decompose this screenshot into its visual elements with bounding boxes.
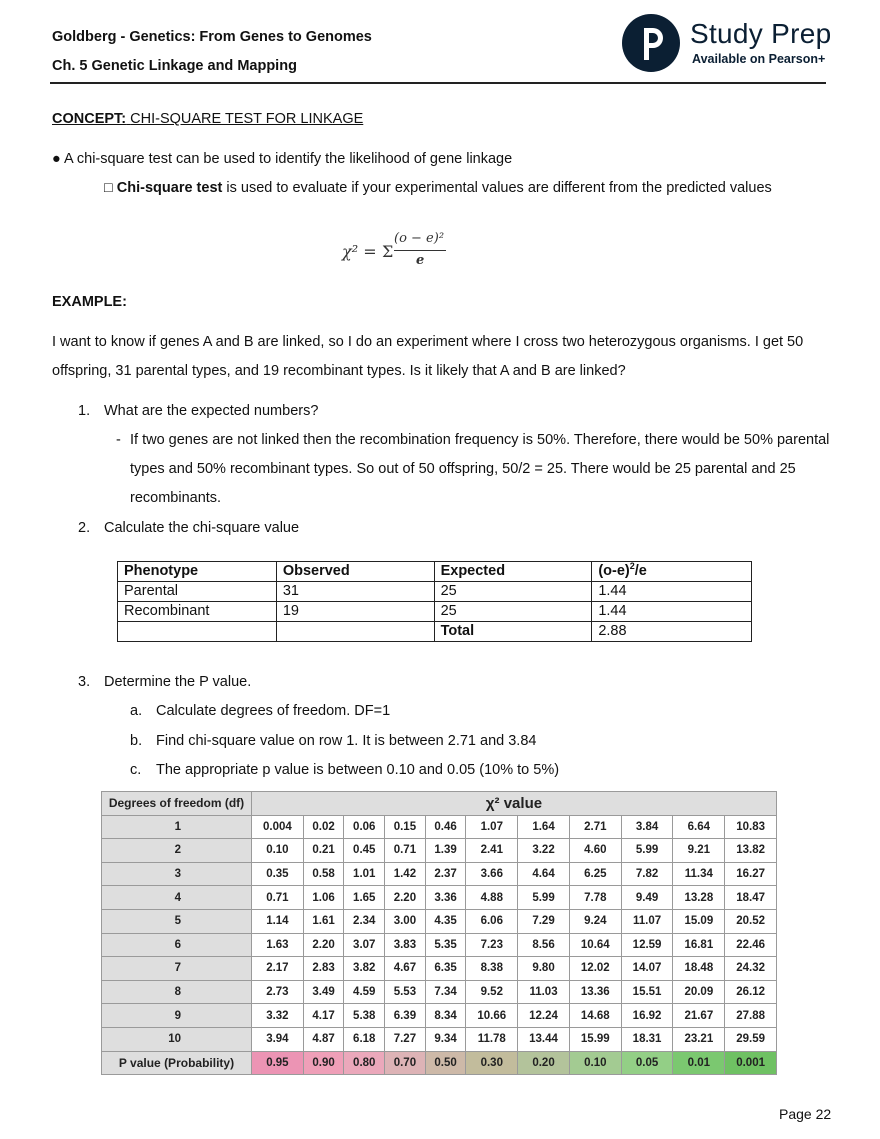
chi-value-cell: 9.49: [621, 886, 673, 910]
table-row: [118, 602, 752, 622]
df-cell: 6: [102, 933, 252, 957]
chi-value-cell: 1.01: [344, 862, 385, 886]
chi-value-cell: 15.51: [621, 980, 673, 1004]
chi-value-cell: 26.12: [725, 980, 777, 1004]
p-value-cell: 0.10: [569, 1051, 621, 1075]
total-value: 2.88: [592, 622, 752, 642]
df-cell: 8: [102, 980, 252, 1004]
chi-value-cell: 3.36: [425, 886, 466, 910]
chi-value-cell: 3.66: [466, 862, 518, 886]
p-value-cell: 0.95: [252, 1051, 304, 1075]
chi-value-cell: 13.28: [673, 886, 725, 910]
example-heading: EXAMPLE:: [52, 294, 127, 310]
chi-value-cell: 6.18: [344, 1027, 385, 1051]
chi-value-cell: 1.14: [252, 909, 304, 933]
table-row: [118, 582, 752, 602]
chi-value-cell: 3.82: [344, 957, 385, 981]
step-expected-numbers: What are the expected numbers?: [104, 403, 319, 419]
df-column-header: Degrees of freedom (df): [102, 792, 252, 816]
chi-value-cell: 2.71: [569, 815, 621, 839]
chi-value-cell: 15.99: [569, 1027, 621, 1051]
chi-value-cell: 3.22: [518, 839, 570, 863]
p-value-cell: 0.05: [621, 1051, 673, 1075]
chi-value-cell: 16.81: [673, 933, 725, 957]
chi-value-cell: 0.06: [344, 815, 385, 839]
chi-value-cell: 0.58: [303, 862, 344, 886]
chi-value-cell: 24.32: [725, 957, 777, 981]
observed-expected-table: [117, 561, 752, 642]
df-cell: 7: [102, 957, 252, 981]
table-cell: 1.44: [592, 602, 752, 622]
chi-value-cell: 6.35: [425, 957, 466, 981]
formula-lhs: χ² =: [342, 242, 377, 261]
chi-value-cell: 2.83: [303, 957, 344, 981]
p-value-cell: 0.90: [303, 1051, 344, 1075]
df-cell: 2: [102, 839, 252, 863]
header-chi-component: [592, 562, 752, 582]
table-cell: 25: [434, 582, 592, 602]
chi-value-cell: 12.24: [518, 1004, 570, 1028]
header-phenotype: Phenotype: [118, 562, 277, 582]
study-prep-logo: [622, 14, 832, 74]
table-cell: Recombinant: [118, 602, 277, 622]
chi-value-cell: 9.21: [673, 839, 725, 863]
chi-value-cell: 18.47: [725, 886, 777, 910]
table-cell: 19: [276, 602, 434, 622]
chi-value-cell: 4.59: [344, 980, 385, 1004]
chi-value-cell: 3.83: [385, 933, 426, 957]
chapter-title: Ch. 5 Genetic Linkage and Mapping: [52, 58, 297, 74]
chi-value-cell: 8.34: [425, 1004, 466, 1028]
concept-title: CHI-SQUARE TEST FOR LINKAGE: [130, 111, 364, 127]
step-number: 1.: [78, 403, 91, 419]
p-value-cell: 0.01: [673, 1051, 725, 1075]
chi-square-distribution-table: [101, 791, 777, 1075]
logo-subtitle: Available on Pearson+: [692, 52, 826, 66]
chi-value-cell: 8.38: [466, 957, 518, 981]
formula-fraction-bar: [394, 250, 446, 251]
chi-value-cell: 0.35: [252, 862, 304, 886]
chi-value-cell: 1.61: [303, 909, 344, 933]
chi-value-cell: 7.29: [518, 909, 570, 933]
chi-value-cell: 1.42: [385, 862, 426, 886]
logo-title: Study Prep: [690, 18, 832, 49]
p-value-cell: 0.30: [466, 1051, 518, 1075]
table-cell: 25: [434, 602, 592, 622]
substep-letter: a.: [130, 703, 143, 719]
chi-value-cell: 2.41: [466, 839, 518, 863]
chi-value-cell: 3.84: [621, 815, 673, 839]
chi-value-cell: 1.63: [252, 933, 304, 957]
chi-value-cell: 12.59: [621, 933, 673, 957]
header-over-e: /e: [634, 563, 647, 579]
chi-value-cell: 10.66: [466, 1004, 518, 1028]
chi-table-row: [102, 862, 777, 886]
chi-table-row: [102, 839, 777, 863]
example-text-line: I want to know if genes A and B are linked, so I do an experiment where I cross two heterozygous organisms. I get 50: [52, 334, 804, 350]
chi-square-definition: is used to evaluate if your experimental values are different from the predicted values: [222, 180, 772, 196]
chi-table-row: [102, 1027, 777, 1051]
chi-value-cell: 4.64: [518, 862, 570, 886]
chi-table-row: [102, 957, 777, 981]
p-value-cell: 0.50: [425, 1051, 466, 1075]
chi-value-cell: 3.49: [303, 980, 344, 1004]
chi-value-cell: 13.44: [518, 1027, 570, 1051]
chi-value-cell: 9.52: [466, 980, 518, 1004]
p-value-cell: 0.001: [725, 1051, 777, 1075]
chi-value-cell: 4.35: [425, 909, 466, 933]
step-detail-line: recombinants.: [130, 490, 222, 506]
substep-p-value: The appropriate p value is between 0.10 and 0.05 (10% to 5%): [156, 762, 560, 778]
chi-value-cell: 2.34: [344, 909, 385, 933]
chi-table-row: [102, 933, 777, 957]
chi-value-cell: 10.64: [569, 933, 621, 957]
formula-denominator: e: [416, 253, 425, 268]
chi-value-cell: 4.67: [385, 957, 426, 981]
chi-value-cell: 2.20: [303, 933, 344, 957]
table-cell: [118, 622, 277, 642]
bullet-chi-square: [104, 179, 772, 197]
substep-find-value: Find chi-square value on row 1. It is between 2.71 and 3.84: [156, 733, 537, 749]
chi-value-cell: 3.32: [252, 1004, 304, 1028]
total-label: Total: [434, 622, 592, 642]
concept-heading: [52, 110, 363, 128]
chi-value-cell: 6.06: [466, 909, 518, 933]
step-number: 2.: [78, 520, 91, 536]
chi-value-cell: 5.35: [425, 933, 466, 957]
df-cell: 1: [102, 815, 252, 839]
chi-square-formula: [342, 228, 452, 272]
chi-value-cell: 23.21: [673, 1027, 725, 1051]
chi-value-cell: 0.45: [344, 839, 385, 863]
chi-value-cell: 5.99: [621, 839, 673, 863]
page-number: Page 22: [779, 1106, 832, 1122]
chi-table-row: [102, 815, 777, 839]
table-cell: 31: [276, 582, 434, 602]
chi-value-cell: 2.20: [385, 886, 426, 910]
chi-value-cell: 20.09: [673, 980, 725, 1004]
step-determine-p: Determine the P value.: [104, 674, 252, 690]
chi-value-cell: 9.80: [518, 957, 570, 981]
chi-value-cell: 3.00: [385, 909, 426, 933]
df-cell: 4: [102, 886, 252, 910]
chi-value-cell: 1.39: [425, 839, 466, 863]
chi-value-cell: 11.07: [621, 909, 673, 933]
chi-value-cell: 0.10: [252, 839, 304, 863]
chi-value-cell: 9.34: [425, 1027, 466, 1051]
chi-value-cell: 5.99: [518, 886, 570, 910]
df-cell: 5: [102, 909, 252, 933]
df-cell: 3: [102, 862, 252, 886]
chi-value-header: χ² value: [252, 792, 777, 816]
chi-value-cell: 14.68: [569, 1004, 621, 1028]
chi-value-cell: 27.88: [725, 1004, 777, 1028]
header-observed: Observed: [276, 562, 434, 582]
substep-degrees-freedom: Calculate degrees of freedom. DF=1: [156, 703, 391, 719]
step-calculate-chi-square: Calculate the chi-square value: [104, 520, 300, 536]
chi-value-cell: 1.65: [344, 886, 385, 910]
chi-value-cell: 14.07: [621, 957, 673, 981]
header-oe-text: (o-e): [598, 563, 630, 579]
chi-value-cell: 8.56: [518, 933, 570, 957]
chi-table-header-row: [102, 792, 777, 816]
chi-value-cell: 0.46: [425, 815, 466, 839]
chi-value-cell: 9.24: [569, 909, 621, 933]
chi-value-cell: 10.83: [725, 815, 777, 839]
pearson-p-icon: [622, 14, 680, 72]
chi-value-cell: 0.21: [303, 839, 344, 863]
chi-value-cell: 6.64: [673, 815, 725, 839]
concept-label: CONCEPT:: [52, 111, 127, 127]
chi-value-cell: 0.02: [303, 815, 344, 839]
bullet-linkage: ● A chi-square test can be used to identify the likelihood of gene linkage: [52, 151, 513, 167]
step-number: 3.: [78, 674, 91, 690]
chi-value-cell: 22.46: [725, 933, 777, 957]
chi-value-cell: 11.03: [518, 980, 570, 1004]
chi-value-cell: 16.27: [725, 862, 777, 886]
chi-value-cell: 16.92: [621, 1004, 673, 1028]
chi-value-cell: 7.23: [466, 933, 518, 957]
chi-value-cell: 13.36: [569, 980, 621, 1004]
chi-value-cell: 11.34: [673, 862, 725, 886]
chi-value-cell: 4.88: [466, 886, 518, 910]
chi-value-cell: 12.02: [569, 957, 621, 981]
chi-value-cell: 5.53: [385, 980, 426, 1004]
substep-letter: c.: [130, 762, 142, 778]
header-divider: [50, 82, 826, 84]
chi-value-cell: 1.64: [518, 815, 570, 839]
chi-value-cell: 2.37: [425, 862, 466, 886]
p-value-cell: 0.80: [344, 1051, 385, 1075]
chi-value-cell: 2.17: [252, 957, 304, 981]
chi-value-cell: 5.38: [344, 1004, 385, 1028]
p-value-cell: 0.20: [518, 1051, 570, 1075]
chi-value-cell: 0.71: [252, 886, 304, 910]
df-cell: 10: [102, 1027, 252, 1051]
checkbox-bullet: □: [104, 180, 117, 196]
dash-bullet: -: [116, 432, 121, 448]
chi-table-row: [102, 1004, 777, 1028]
chi-value-cell: 29.59: [725, 1027, 777, 1051]
chi-table-row: [102, 980, 777, 1004]
chi-value-cell: 11.78: [466, 1027, 518, 1051]
header-exponent: 2: [629, 561, 635, 572]
chi-value-cell: 15.09: [673, 909, 725, 933]
chi-table-row: [102, 886, 777, 910]
chi-value-cell: 18.48: [673, 957, 725, 981]
step-detail-line: If two genes are not linked then the recombination frequency is 50%. Therefore, there would be 50% parental: [130, 432, 830, 448]
chi-square-term: Chi-square test: [116, 180, 223, 196]
chi-value-cell: 1.07: [466, 815, 518, 839]
chi-value-cell: 7.34: [425, 980, 466, 1004]
p-value-cell: 0.70: [385, 1051, 426, 1075]
header-expected: Expected: [434, 562, 592, 582]
chi-value-cell: 0.004: [252, 815, 304, 839]
chi-value-cell: 1.06: [303, 886, 344, 910]
step-detail-line: types and 50% recombinant types. So out of 50 offspring, 50/2 = 25. There would be 25 parental and 25: [130, 461, 796, 477]
chi-value-cell: 7.78: [569, 886, 621, 910]
chi-value-cell: 4.60: [569, 839, 621, 863]
table-total-row: [118, 622, 752, 642]
chi-value-cell: 4.87: [303, 1027, 344, 1051]
p-value-label: P value (Probability): [102, 1051, 252, 1075]
table-cell: [276, 622, 434, 642]
chi-value-cell: 6.39: [385, 1004, 426, 1028]
formula-sigma: Σ: [382, 242, 394, 261]
chi-value-cell: 3.07: [344, 933, 385, 957]
chi-value-cell: 2.73: [252, 980, 304, 1004]
chi-value-cell: 20.52: [725, 909, 777, 933]
formula-numerator: (o − e)²: [394, 231, 445, 246]
chi-value-cell: 0.15: [385, 815, 426, 839]
table-cell: 1.44: [592, 582, 752, 602]
chi-value-cell: 6.25: [569, 862, 621, 886]
df-cell: 9: [102, 1004, 252, 1028]
substep-letter: b.: [130, 733, 143, 749]
chi-value-cell: 0.71: [385, 839, 426, 863]
p-value-row: [102, 1051, 777, 1075]
table-header-row: [118, 562, 752, 582]
chi-value-cell: 7.27: [385, 1027, 426, 1051]
chi-value-cell: 3.94: [252, 1027, 304, 1051]
chi-value-cell: 13.82: [725, 839, 777, 863]
chi-table-row: [102, 909, 777, 933]
example-text-line: offspring, 31 parental types, and 19 recombinant types. Is it likely that A and B are linked?: [52, 363, 626, 379]
table-cell: Parental: [118, 582, 277, 602]
book-title: Goldberg - Genetics: From Genes to Genomes: [52, 29, 372, 45]
chi-value-cell: 18.31: [621, 1027, 673, 1051]
chi-value-cell: 4.17: [303, 1004, 344, 1028]
chi-value-cell: 21.67: [673, 1004, 725, 1028]
chi-value-cell: 7.82: [621, 862, 673, 886]
